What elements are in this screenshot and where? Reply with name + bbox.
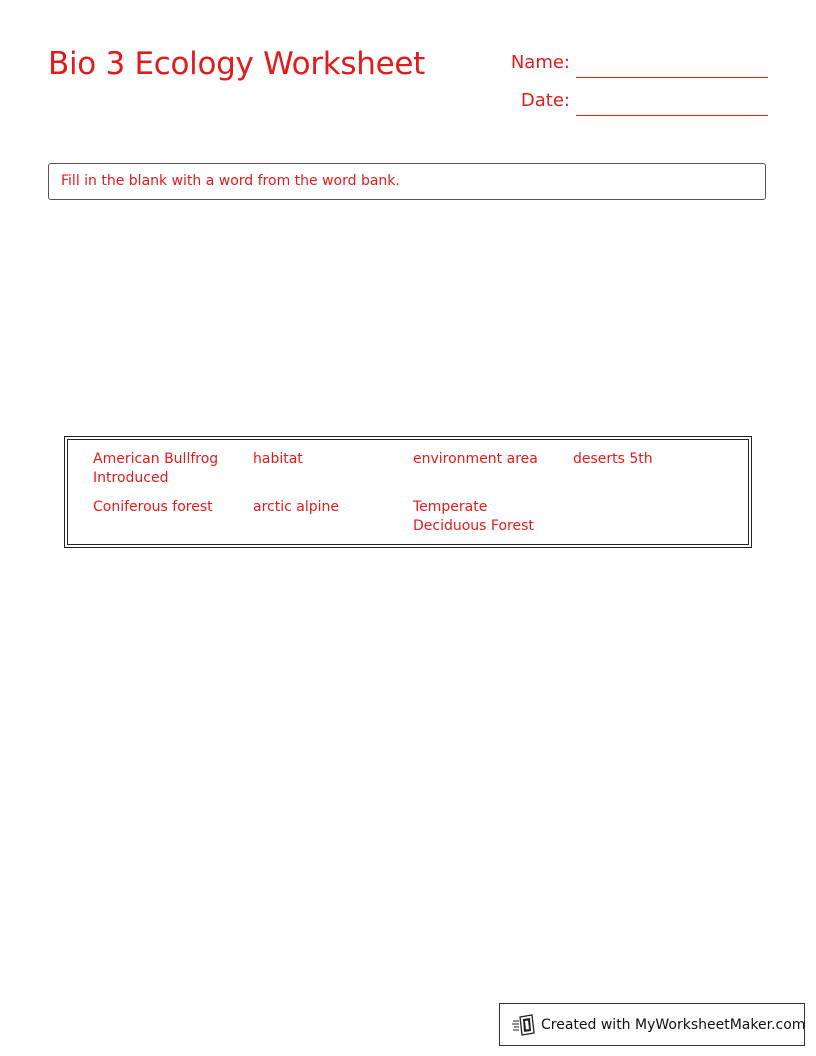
worksheet-title: Bio 3 Ecology Worksheet bbox=[48, 46, 426, 82]
instructions-text: Fill in the blank with a word from the word bank. bbox=[61, 173, 400, 189]
name-label: Name: bbox=[510, 52, 570, 73]
date-label: Date: bbox=[520, 90, 570, 111]
word-bank-item: habitat bbox=[253, 451, 303, 467]
word-bank-item: Temperate Deciduous Forest bbox=[413, 499, 534, 534]
word-bank-item: environment area bbox=[413, 451, 538, 467]
word-bank-item: Coniferous forest bbox=[93, 499, 213, 515]
word-bank-item: American Bullfrog Introduced bbox=[93, 451, 219, 486]
name-line bbox=[576, 77, 768, 78]
date-line bbox=[576, 115, 768, 116]
footer-credit-text: Created with MyWorksheetMaker.com bbox=[541, 1016, 806, 1033]
instructions-box bbox=[48, 163, 766, 200]
word-bank-item: arctic alpine bbox=[253, 499, 339, 515]
word-bank-item: deserts 5th bbox=[573, 451, 653, 467]
footer-credit-badge[interactable] bbox=[499, 1003, 805, 1046]
worksheet-maker-logo-icon bbox=[512, 1014, 536, 1036]
word-bank bbox=[64, 436, 752, 548]
